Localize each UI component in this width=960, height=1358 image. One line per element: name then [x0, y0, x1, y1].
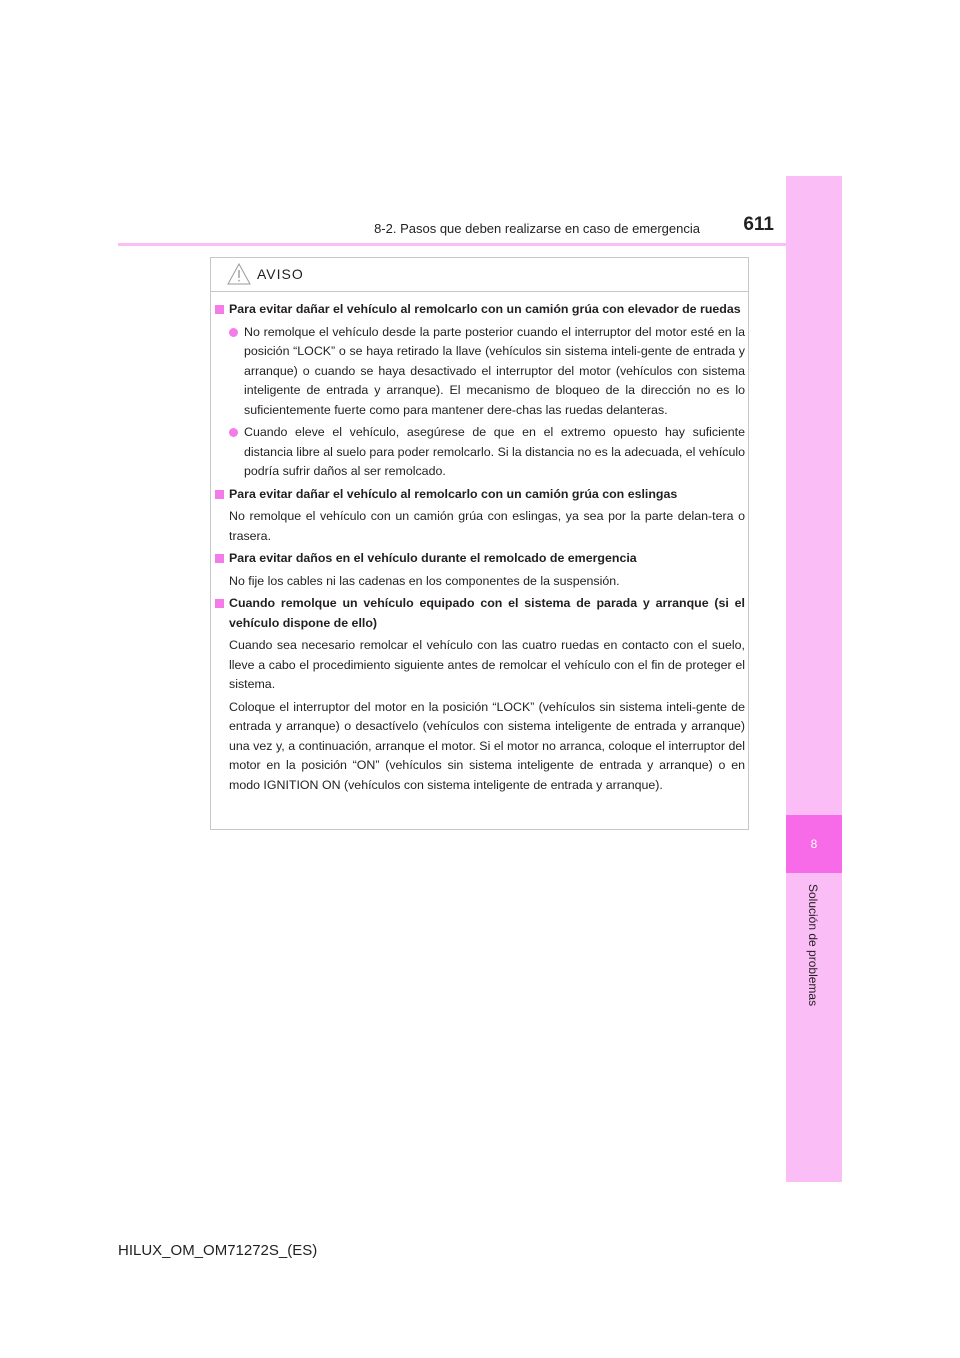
bullet-item: No remolque el vehículo desde la parte posterior cuando el interruptor del motor esté en la posición “LOCK” o se haya retirado la llave (vehículos sin sistema inteli-gente de entrada y arranque) o cuando se haya desactivado el interruptor del motor (vehículos con sistema inteligente de entrada y arranque). El mecanismo de bloqueo de la dirección no es lo suficientemente fuerte como para mantener dere-chas las ruedas delanteras. — [215, 323, 745, 421]
warning-triangle-icon — [227, 263, 251, 285]
chapter-sidebar — [786, 176, 842, 1182]
header-rule — [118, 243, 842, 246]
section-heading: Para evitar dañar el vehículo al remolcarlo con un camión grúa con eslingas — [215, 485, 745, 505]
section-paragraph: Cuando sea necesario remolcar el vehículo con las cuatro ruedas en contacto con el suelo, lleve a cabo el procedimiento siguiente antes de remolcar el vehículo con el fin de proteger el sistema. — [229, 638, 745, 691]
chapter-tab[interactable] — [786, 815, 842, 873]
section-heading: Para evitar daños en el vehículo durante el remolcado de emergencia — [215, 549, 745, 569]
warning-box — [210, 257, 749, 830]
chapter-title: Solución de problemas — [806, 884, 820, 1007]
bullet-item: Cuando eleve el vehículo, asegúrese de que en el extremo opuesto hay suficiente distancia libre al suelo para poder remolcarlo. Si la distancia no es la adecuada, el vehículo podría sufrir daños al ser remolcado. — [215, 423, 745, 482]
warning-content — [215, 300, 745, 798]
section-paragraph: No fije los cables ni las cadenas en los componentes de la suspensión. — [229, 573, 620, 588]
warning-title: AVISO — [257, 266, 304, 282]
section-heading: Para evitar dañar el vehículo al remolcarlo con un camión grúa con elevador de ruedas — [215, 300, 745, 320]
chapter-number: 8 — [810, 837, 818, 851]
section-paragraph: No remolque el vehículo con un camión grúa con eslingas, ya sea por la parte delan-tera o trasera. — [229, 509, 745, 543]
section-heading: Cuando remolque un vehículo equipado con el sistema de parada y arranque (si el vehículo dispone de ello) — [215, 594, 745, 633]
chapter-title-label — [801, 884, 825, 1014]
warning-divider — [211, 291, 748, 292]
section-title: 8-2. Pasos que deben realizarse en caso de emergencia — [374, 221, 700, 236]
section-paragraph: Coloque el interruptor del motor en la posición “LOCK” (vehículos sin sistema inteli-gente de entrada y arranque) o desactívelo (vehículos con sistema inteligente de entrada y arranque) una vez y, a continuación, arranque el motor. Si el motor no arranca, coloque el interruptor del motor en la posición “ON” (vehículos sin sistema inteligente de entrada y arranque) o en modo IGNITION ON (vehículos con sistema inteligente de entrada y arranque). — [229, 699, 745, 792]
page-number: 611 — [743, 214, 774, 235]
warning-header — [227, 263, 304, 285]
document-code: HILUX_OM_OM71272S_(ES) — [118, 1242, 318, 1259]
